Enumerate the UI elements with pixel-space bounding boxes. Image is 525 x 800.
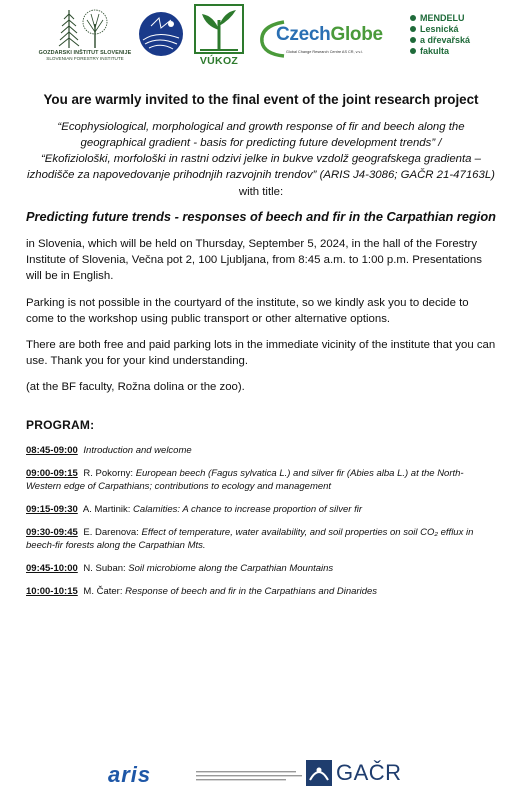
footer-logos bbox=[0, 748, 525, 800]
vukoz-emblem bbox=[194, 4, 244, 54]
mendelu-row bbox=[410, 12, 520, 23]
mendelu-line: Lesnická bbox=[420, 23, 459, 34]
plant-icon bbox=[196, 6, 242, 52]
program-title: European beech (Fagus sylvatica L.) and silver fir (Abies alba L.) at the North-Western edge of Carpathians; contributions to ecology and management bbox=[26, 467, 464, 492]
event-details-paragraph: in Slovenia, which will be held on Thursday, September 5, 2024, in the hall of the Forestry Institute of Slovenia, Večna pot 2, 100 Ljubljana, from 8:45 a.m. to 1:00 p.m. Presentations will be in English. bbox=[26, 238, 482, 283]
invitation-body bbox=[26, 90, 496, 608]
program-heading: PROGRAM: bbox=[26, 417, 95, 432]
gacr-emblem-icon bbox=[306, 760, 332, 786]
mendelu-row bbox=[410, 23, 520, 34]
logo-header bbox=[0, 0, 525, 88]
program-title: Introduction and welcome bbox=[83, 444, 192, 456]
program-time: 09:15-09:30 bbox=[26, 503, 78, 515]
vukoz-name: VÚKOZ bbox=[199, 55, 239, 67]
program-speaker: M. Čater: bbox=[83, 585, 123, 597]
program-item bbox=[26, 467, 496, 493]
czechglobe-wordmark bbox=[276, 24, 383, 46]
project-title-slovenian: “Ekofiziološki, morfološki in rastni odzivi jelke in bukve vzdolž geografskega gradienta – izhodišče za napovedovanje prihodnjih razvojnih trendov” (ARIS J4-3086; GAČR 21-47163L) bbox=[27, 153, 495, 181]
program-item bbox=[26, 526, 496, 552]
czechglobe-subtitle: Global Change Research Centre AS CR, v.v.i. bbox=[286, 50, 363, 54]
gacr-wordmark: GAČR bbox=[336, 760, 402, 785]
gozdarski-logo-line1: GOZDARSKI INŠTITUT SLOVENIJE bbox=[38, 50, 132, 56]
invitation-heading: You are warmly invited to the final event of the joint research project bbox=[43, 92, 479, 107]
project-title-english: “Ecophysiological, morphological and growth response of fir and beech along the geographical gradient - basis for predicting future development trends” / bbox=[57, 121, 465, 149]
program-title: Soil microbiome along the Carpathian Mountains bbox=[128, 562, 334, 574]
aris-logo bbox=[108, 762, 308, 796]
program-speaker: A. Martinik: bbox=[82, 503, 131, 515]
program-item bbox=[26, 585, 496, 598]
with-title-label: with title: bbox=[238, 186, 284, 198]
mendelu-row bbox=[410, 34, 520, 45]
vukoz-logo bbox=[192, 4, 246, 70]
program-item bbox=[26, 562, 496, 575]
mendelu-dot-icon bbox=[410, 15, 416, 21]
program-time: 08:45-09:00 bbox=[26, 444, 78, 456]
aris-fine-print-lines bbox=[196, 770, 306, 786]
program-speaker: N. Suban: bbox=[83, 562, 126, 574]
mendelu-dot-icon bbox=[410, 26, 416, 32]
parking-locations-note: (at the BF faculty, Rožna dolina or the zoo). bbox=[26, 381, 245, 394]
mendelu-line: fakulta bbox=[420, 45, 450, 56]
program-speaker: E. Darenova: bbox=[83, 526, 139, 538]
trees-icon bbox=[55, 6, 115, 50]
czechglobe-logo bbox=[258, 18, 398, 66]
mendelu-row bbox=[410, 45, 520, 56]
program-title: Response of beech and fir in the Carpathians and Dinarides bbox=[125, 585, 378, 597]
gacr-emblem-shape bbox=[306, 760, 332, 786]
czechglobe-globe: Globe bbox=[330, 24, 383, 45]
program-schedule bbox=[26, 444, 496, 598]
czechglobe-czech: Czech bbox=[276, 24, 331, 45]
program-time: 10:00-10:15 bbox=[26, 585, 78, 597]
gozdarski-logo-line2: SLOVENIAN FORESTRY INSTITUTE bbox=[46, 56, 124, 61]
globe-icon bbox=[137, 10, 185, 58]
program-title: Effect of temperature, water availability, and soil properties on soil CO₂ efflux in beech-fir forests along the Carpathian Mts. bbox=[26, 526, 474, 551]
program-title: Calamities: A chance to increase proportion of silver fir bbox=[133, 503, 363, 515]
gozdarski-institut-logo bbox=[30, 6, 140, 68]
aris-wordmark: aris bbox=[108, 762, 152, 787]
fine-print-icon bbox=[196, 770, 306, 784]
parking-lots-paragraph: There are both free and paid parking lots in the immediate vicinity of the institute that you can use. Thank you for your kind understanding. bbox=[26, 339, 496, 368]
parking-paragraph: Parking is not possible in the courtyard of the institute, so we kindly ask you to decide to come to the workshop using public transport or other alternative options. bbox=[26, 296, 469, 325]
program-speaker: R. Pokorny: bbox=[83, 467, 134, 479]
program-item bbox=[26, 503, 496, 516]
mendelu-dot-icon bbox=[410, 48, 416, 54]
program-time: 09:45-10:00 bbox=[26, 562, 78, 574]
forestry-institute-circle-logo bbox=[137, 10, 185, 58]
program-time: 09:30-09:45 bbox=[26, 526, 78, 538]
mendelu-logo bbox=[410, 12, 520, 72]
mendelu-line: a dřevařská bbox=[420, 34, 471, 45]
mendelu-line: MENDELU bbox=[420, 12, 465, 23]
gacr-logo bbox=[306, 760, 416, 792]
mendelu-dot-icon bbox=[410, 37, 416, 43]
event-title: Predicting future trends - responses of beech and fir in the Carpathian region bbox=[26, 209, 496, 224]
program-item bbox=[26, 444, 496, 457]
program-time: 09:00-09:15 bbox=[26, 467, 78, 479]
